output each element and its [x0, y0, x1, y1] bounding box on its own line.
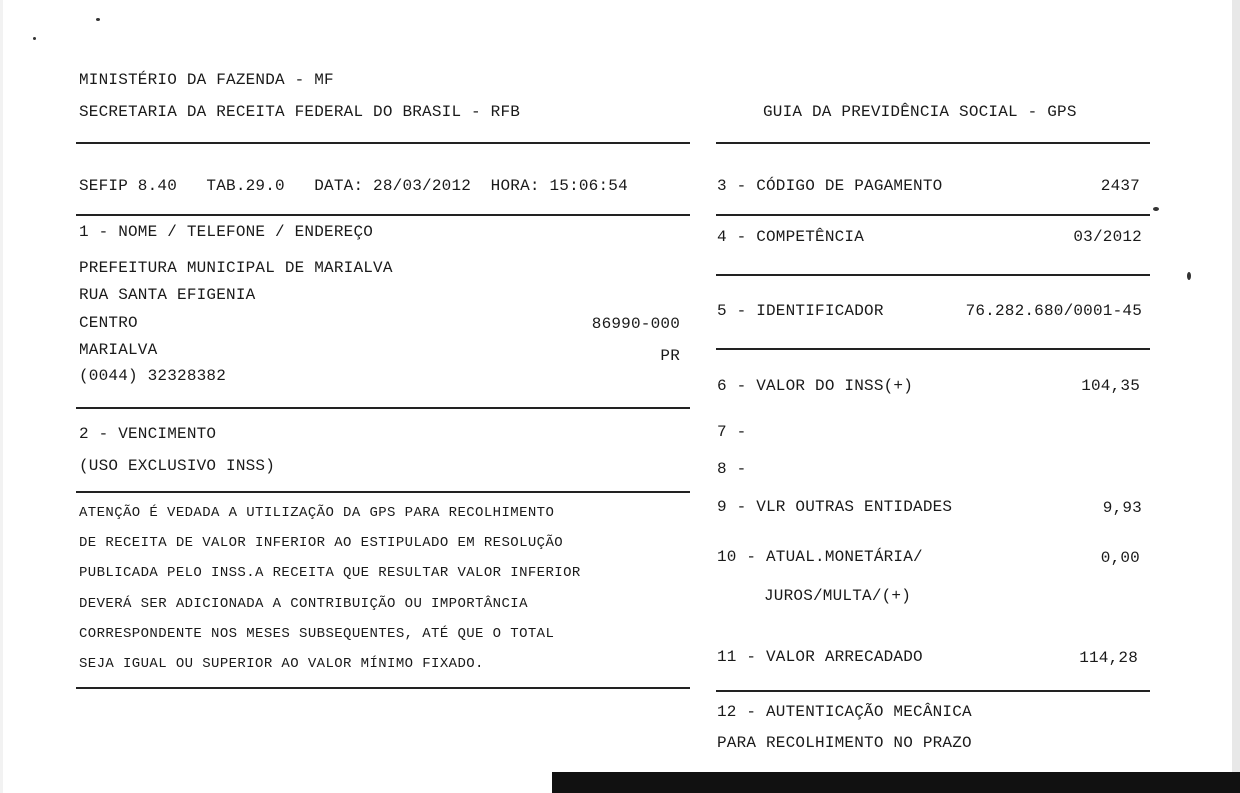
payer-cep: 86990-000 — [591, 315, 680, 333]
monetary-update-label-cont: JUROS/MULTA/(+) — [764, 587, 912, 605]
divider — [716, 690, 1150, 692]
secretariat-heading: SECRETARIA DA RECEITA FEDERAL DO BRASIL - RFB — [79, 103, 521, 121]
divider — [716, 274, 1150, 276]
warning-line: PUBLICADA PELO INSS.A RECEITA QUE RESULTAR VALOR INFERIOR — [79, 565, 581, 581]
divider — [76, 214, 690, 216]
payer-phone: (0044) 32328382 — [79, 367, 227, 385]
monetary-update-label: 10 - ATUAL.MONETÁRIA/ — [717, 548, 923, 566]
payer-state: PR — [660, 347, 680, 365]
ministry-heading: MINISTÉRIO DA FAZENDA - MF — [79, 71, 334, 89]
due-date-label: 2 - VENCIMENTO — [79, 425, 217, 443]
due-date-note: (USO EXCLUSIVO INSS) — [79, 457, 276, 475]
identifier-label: 5 - IDENTIFICADOR — [717, 302, 884, 320]
divider — [76, 142, 690, 144]
other-entities-value: 9,93 — [1102, 499, 1142, 517]
divider — [76, 407, 690, 409]
inss-value: 104,35 — [1081, 377, 1140, 395]
scan-speck — [33, 37, 36, 40]
warning-line: ATENÇÃO É VEDADA A UTILIZAÇÃO DA GPS PARA RECOLHIMENTO — [79, 505, 555, 521]
divider — [716, 214, 1150, 216]
scan-speck — [1187, 272, 1191, 280]
scan-shadow — [552, 772, 1240, 793]
monetary-update-value: 0,00 — [1100, 549, 1140, 567]
warning-line: DE RECEITA DE VALOR INFERIOR AO ESTIPULADO EM RESOLUÇÃO — [79, 535, 564, 551]
divider — [716, 348, 1150, 350]
scan-speck — [1153, 207, 1159, 211]
payer-city: MARIALVA — [79, 341, 158, 359]
warning-line: CORRESPONDENTE NOS MESES SUBSEQUENTES, ATÉ QUE O TOTAL — [79, 626, 555, 642]
warning-line: DEVERÁ SER ADICIONADA A CONTRIBUIÇÃO OU IMPORTÂNCIA — [79, 596, 528, 612]
divider — [76, 687, 690, 689]
payer-street: RUA SANTA EFIGENIA — [79, 286, 256, 304]
payment-code-value: 2437 — [1100, 177, 1140, 195]
document-title: GUIA DA PREVIDÊNCIA SOCIAL - GPS — [763, 103, 1077, 121]
scan-edge-left — [0, 0, 3, 793]
competence-value: 03/2012 — [1073, 228, 1142, 246]
software-version-line: SEFIP 8.40 TAB.29.0 DATA: 28/03/2012 HORA: 15:06:54 — [79, 177, 628, 195]
field-7-label: 7 - — [717, 423, 747, 441]
payment-code-label: 3 - CÓDIGO DE PAGAMENTO — [717, 177, 943, 195]
mechanical-auth-note: PARA RECOLHIMENTO NO PRAZO — [717, 734, 972, 752]
total-collected-label: 11 - VALOR ARRECADADO — [717, 648, 923, 666]
total-collected-value: 114,28 — [1079, 649, 1138, 667]
identifier-value: 76.282.680/0001-45 — [965, 302, 1142, 320]
inss-value-label: 6 - VALOR DO INSS(+) — [717, 377, 914, 395]
payer-section-label: 1 - NOME / TELEFONE / ENDEREÇO — [79, 223, 374, 241]
competence-label: 4 - COMPETÊNCIA — [717, 228, 865, 246]
payer-district: CENTRO — [79, 314, 138, 332]
warning-line: SEJA IGUAL OU SUPERIOR AO VALOR MÍNIMO FIXADO. — [79, 656, 484, 672]
divider — [76, 491, 690, 493]
other-entities-label: 9 - VLR OUTRAS ENTIDADES — [717, 498, 953, 516]
scan-speck — [96, 18, 100, 21]
divider — [716, 142, 1150, 144]
field-8-label: 8 - — [717, 460, 747, 478]
payer-name: PREFEITURA MUNICIPAL DE MARIALVA — [79, 259, 393, 277]
mechanical-auth-label: 12 - AUTENTICAÇÃO MECÂNICA — [717, 703, 972, 721]
scan-edge-right — [1232, 0, 1240, 793]
